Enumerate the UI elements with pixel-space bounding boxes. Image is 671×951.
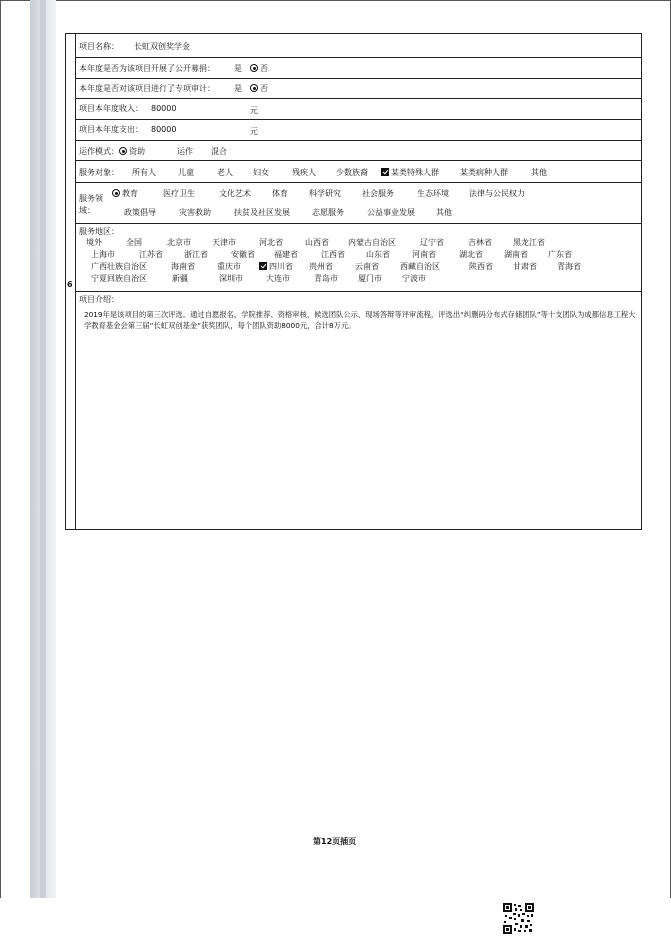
region-option: 青岛市 [314, 274, 338, 283]
service-target-option: 妇女 [253, 168, 269, 177]
service-field-option: 科学研究 [309, 189, 341, 198]
service-field-option: 公益事业发展 [367, 208, 415, 217]
region-option: 上海市 [91, 250, 115, 259]
row-number: 6 [67, 280, 73, 289]
service-field-option-selected: 教育 [112, 189, 138, 199]
region-option: 北京市 [167, 238, 191, 247]
service-field-option: 志愿服务 [312, 208, 344, 217]
operation-mode-option-1: 资助 [119, 147, 145, 157]
region-option: 海南省 [171, 262, 195, 271]
expense-unit: 元 [250, 127, 258, 136]
region-option: 福建省 [274, 250, 298, 259]
region-option: 浙江省 [184, 250, 208, 259]
region-option: 山西省 [305, 238, 329, 247]
region-option: 湖北省 [459, 250, 483, 259]
service-fields-label-2: 域： [79, 206, 95, 215]
service-field-option: 扶贫及社区发展 [234, 208, 290, 217]
project-form [65, 33, 642, 530]
special-audit-no: 否 [260, 84, 268, 93]
service-target-option: 少数族裔 [336, 168, 368, 177]
radio-selected-icon [112, 189, 120, 197]
service-field-option: 政策倡导 [124, 208, 156, 217]
service-targets-label: 服务对象： [79, 168, 119, 177]
qr-code-icon [503, 903, 534, 934]
service-regions-row [76, 224, 641, 292]
special-audit-no-option [250, 84, 268, 94]
checkbox-checked-icon [259, 262, 267, 270]
page-footer: 第12页插页 [313, 837, 357, 846]
service-field-option: 社会服务 [362, 189, 394, 198]
service-target-option: 儿童 [178, 168, 194, 177]
project-name-row [76, 34, 641, 58]
region-option: 山东省 [366, 250, 390, 259]
region-option: 湖南省 [504, 250, 528, 259]
service-target-option: 其他 [531, 168, 547, 177]
region-option: 广东省 [548, 250, 572, 259]
region-option: 厦门市 [358, 274, 382, 283]
service-targets-row [76, 161, 641, 183]
expense-label: 项目本年度支出： [79, 125, 143, 134]
region-option: 河南省 [412, 250, 436, 259]
region-option: 江西省 [321, 250, 345, 259]
expense-row [76, 120, 641, 141]
region-option: 青海省 [557, 262, 581, 271]
region-option: 吉林省 [468, 238, 492, 247]
region-option: 宁波市 [402, 274, 426, 283]
radio-selected-icon [250, 84, 258, 92]
region-option: 辽宁省 [420, 238, 444, 247]
region-option: 新疆 [172, 274, 188, 283]
region-option: 陕西省 [469, 262, 493, 271]
region-option: 甘肃省 [513, 262, 537, 271]
income-value: 80000 [151, 104, 177, 113]
special-audit-label: 本年度是否对该项目进行了专项审计： [79, 84, 215, 93]
region-option: 重庆市 [217, 262, 241, 271]
project-name-label: 项目名称： [79, 42, 119, 51]
service-target-option: 老人 [217, 168, 233, 177]
intro-label: 项目介绍： [79, 295, 119, 304]
region-option: 广西壮族自治区 [91, 262, 147, 271]
service-target-option: 某类病种人群 [460, 168, 508, 177]
region-option: 云南省 [355, 262, 379, 271]
special-audit-row [76, 79, 641, 99]
income-unit: 元 [250, 106, 258, 115]
region-option: 西藏自治区 [400, 262, 440, 271]
region-option: 天津市 [212, 238, 236, 247]
region-option: 宁夏回族自治区 [91, 274, 147, 283]
operation-mode-row [76, 141, 641, 161]
page-bottom-area [0, 898, 671, 951]
service-target-option: 所有人 [132, 168, 156, 177]
radio-selected-icon [250, 64, 258, 72]
expense-value: 80000 [151, 125, 177, 134]
service-fields-label-1: 服务领 [79, 194, 103, 203]
region-option: 安徽省 [231, 250, 255, 259]
row-number-column [66, 34, 76, 529]
radio-selected-icon [119, 147, 127, 155]
service-field-option: 体育 [272, 189, 288, 198]
region-option: 内蒙古自治区 [348, 238, 396, 247]
income-label: 项目本年度收入： [79, 104, 143, 113]
service-target-option: 残疾人 [292, 168, 316, 177]
public-fundraising-label: 本年度是否为该项目开展了公开募捐： [79, 64, 215, 73]
checkbox-checked-icon [381, 168, 389, 176]
region-option: 黑龙江省 [513, 238, 545, 247]
project-name-value: 长虹双创奖学金 [134, 42, 190, 51]
service-field-option: 医疗卫生 [163, 189, 195, 198]
service-field-option: 其他 [436, 208, 452, 217]
intro-row [76, 292, 641, 529]
service-fields-row [76, 183, 641, 224]
operation-mode-label: 运作模式： [79, 147, 119, 156]
income-row [76, 99, 641, 120]
operation-mode-option-3: 混合 [211, 147, 227, 156]
operation-mode-option-2: 运作 [177, 147, 193, 156]
region-option: 江苏省 [139, 250, 163, 259]
public-fundraising-no: 否 [260, 64, 268, 73]
service-target-option-selected: 某类特殊人群 [381, 168, 439, 178]
binding-shadow-edge [40, 0, 46, 900]
service-field-option: 生态环境 [417, 189, 449, 198]
region-option: 大连市 [266, 274, 290, 283]
region-option: 河北省 [259, 238, 283, 247]
service-regions-label: 服务地区： [79, 227, 119, 236]
public-fundraising-yes: 是 [234, 64, 242, 73]
region-option: 境外 [86, 238, 102, 247]
region-option: 深圳市 [219, 274, 243, 283]
service-field-option: 法律与公民权力 [469, 189, 525, 198]
public-fundraising-row [76, 58, 641, 79]
service-field-option: 灾害救助 [179, 208, 211, 217]
region-option: 贵州省 [309, 262, 333, 271]
special-audit-yes: 是 [234, 84, 242, 93]
region-option-selected: 四川省 [259, 262, 293, 272]
service-field-option: 文化艺术 [219, 189, 251, 198]
public-fundraising-no-option [250, 64, 268, 74]
region-option: 全国 [126, 238, 142, 247]
intro-text: 2019年是该项目的第三次评选。通过自愿报名、学院推荐、资格审核、候选团队公示、现场答辩等评审流程，评选出“纠删码分布式存储团队”等十支团队为成都信息工程大学教育基金会第三届“长虹双创基金”获奖团队，每个团队资助8000元，合计8万元。 [84, 310, 636, 330]
